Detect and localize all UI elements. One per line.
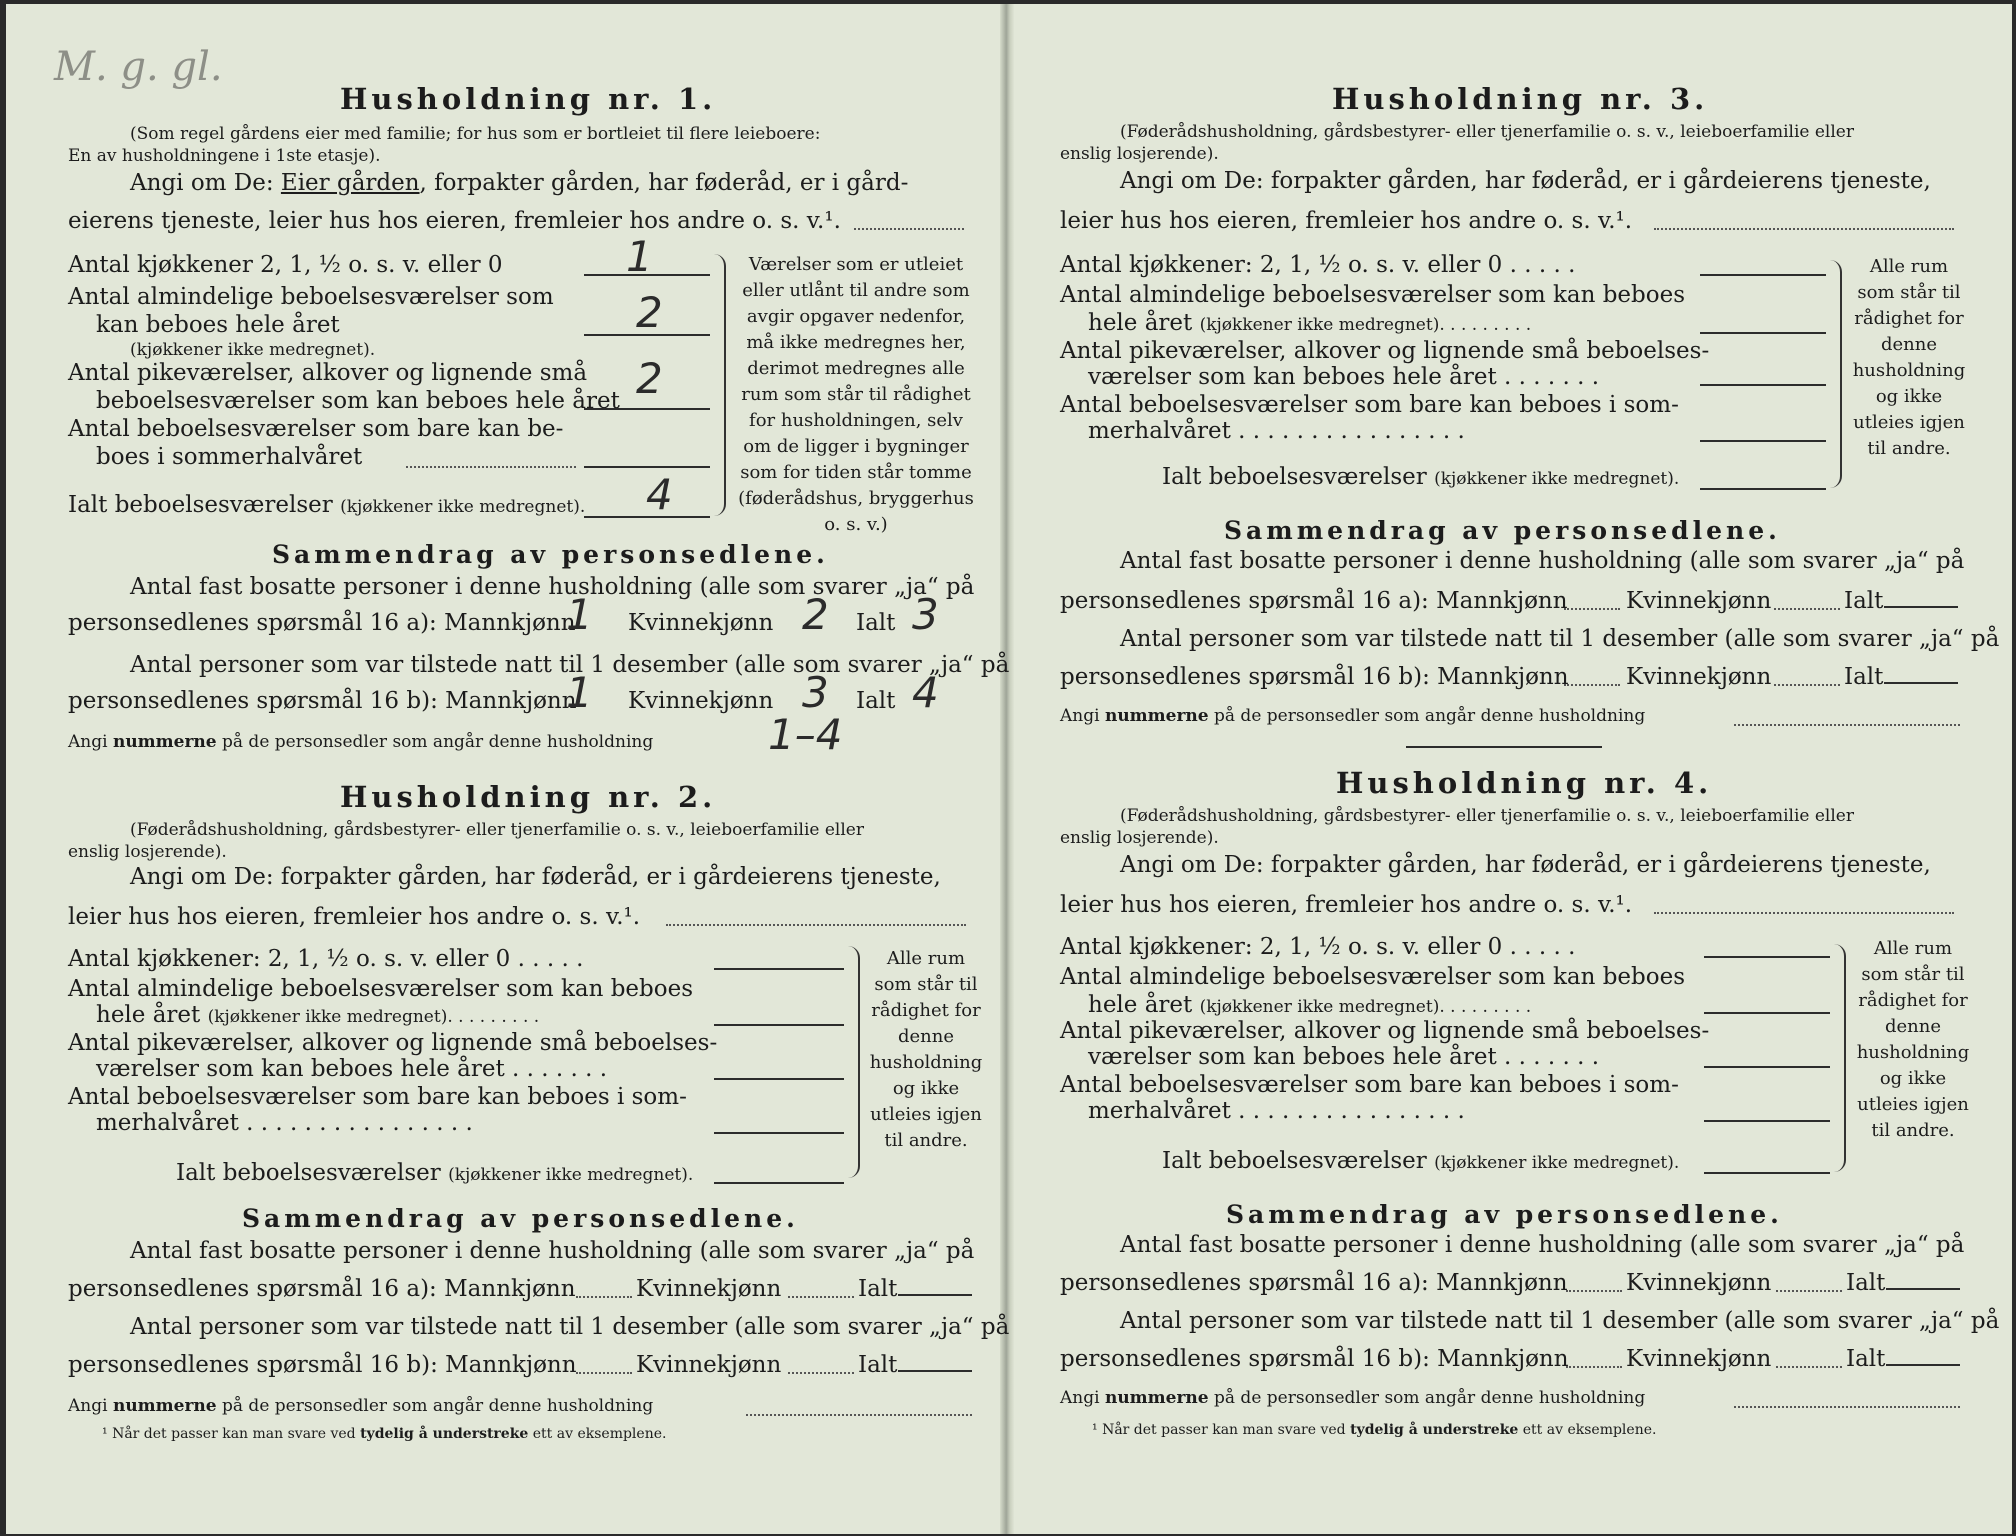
hh4-maid-line1: Antal pikeværelser, alkover og lignende små beboelses- — [1060, 1018, 1710, 1044]
hh4-rooms-note: (kjøkkener ikke medregnet). . . . . . . . . — [1199, 997, 1532, 1017]
hh1-fast-line1: Antal fast bosatte personer i denne husholdning (alle som svarer „ja“ på — [130, 574, 975, 600]
hh3-rooms-note: (kjøkkener ikke medregnet). . . . . . . . . — [1199, 315, 1532, 335]
hh1-intro-line1: (Som regel gårdens eier med familie; for hus som er bortleiet til flere leieboere: — [130, 124, 821, 144]
hh1-fast-men: 1 — [566, 590, 593, 639]
hh1-present-women-label: Kvinnekjønn — [628, 688, 774, 714]
hh2-present-line2: personsedlenes spørsmål 16 b): Mannkjønn — [68, 1352, 577, 1378]
hh3-summary-title: Sammendrag av personsedlene. — [1224, 516, 1781, 545]
hh3-fast-total-label: Ialt — [1844, 588, 1884, 614]
hh1-present-total: 4 — [912, 668, 939, 717]
hh4-numbers-line: Angi nummerne på de personsedler som angår denne husholdning — [1060, 1388, 1646, 1408]
hh2-fast-total-label: Ialt — [858, 1276, 898, 1302]
hh3-maid-line1: Antal pikeværelser, alkover og lignende små beboelses- — [1060, 338, 1710, 364]
hh4-fast-line1: Antal fast bosatte personer i denne husholdning (alle som svarer „ja“ på — [1120, 1232, 1965, 1258]
hh1-present-women: 3 — [802, 668, 829, 717]
hh4-fast-women-label: Kvinnekjønn — [1626, 1270, 1772, 1296]
hh1-ask-rest: , forpakter gården, har føderåd, er i gård- — [419, 170, 909, 196]
hh2-side-note: Alle rum som står til rådighet for denne husholdning og ikke utleies igjen til andre. — [869, 948, 983, 1151]
hh1-summary-title: Sammendrag av personsedlene. — [272, 540, 829, 569]
hh2-summer-line2: merhalvåret . . . . . . . . . . . . . . . . — [96, 1110, 473, 1136]
hh1-rooms-line2: kan beboes hele året — [96, 312, 340, 338]
hh3-present-line2: personsedlenes spørsmål 16 b): Mannkjønn — [1060, 664, 1569, 690]
hh2-present-line1: Antal personer som var tilstede natt til 1 desember (alle som svarer „ja“ på — [130, 1314, 1010, 1340]
hh1-intro-line2: En av husholdningene i 1ste etasje). — [68, 146, 381, 166]
hh3-rooms-line2: hele året — [1088, 310, 1200, 336]
hh4-present-line2: personsedlenes spørsmål 16 b): Mannkjønn — [1060, 1346, 1569, 1372]
hh2-fast-line2: personsedlenes spørsmål 16 a): Mannkjønn — [68, 1276, 576, 1302]
hh1-fast-total-label: Ialt — [856, 610, 896, 636]
hh2-rooms-line2: hele året — [96, 1002, 208, 1028]
hh2-rooms-line1: Antal almindelige beboelsesværelser som kan beboes — [68, 976, 694, 1002]
hh3-intro-line1: (Føderådshusholdning, gårdsbestyrer- eller tjenerfamilie o. s. v., leieboerfamilie eller — [1120, 122, 1854, 142]
census-sheet — [6, 4, 2012, 1534]
hh2-fast-women-label: Kvinnekjønn — [636, 1276, 782, 1302]
hh3-ask-line2: leier hus hos eieren, fremleier hos andre o. s. v.¹. — [1060, 208, 1633, 234]
hh4-title: Husholdning nr. 4. — [1336, 766, 1713, 800]
hh3-kitchens-label: Antal kjøkkener: 2, 1, ½ o. s. v. eller 0 . . . . . — [1060, 252, 1576, 278]
hh1-title: Husholdning nr. 1. — [340, 82, 717, 116]
right-page — [1014, 4, 2012, 1534]
hh3-present-women-label: Kvinnekjønn — [1626, 664, 1772, 690]
hh3-numbers-line: Angi nummerne på de personsedler som angår denne husholdning — [1060, 706, 1646, 726]
hh1-total-note: (kjøkkener ikke medregnet). — [340, 497, 586, 517]
hh1-ask-line1 — [130, 170, 908, 196]
hh4-ask-line1: Angi om De: forpakter gården, har føderåd, er i gårdeierens tjeneste, — [1120, 852, 1931, 878]
hh1-rooms-value: 2 — [636, 288, 663, 337]
hh3-ask-line1: Angi om De: forpakter gården, har føderåd, er i gårdeierens tjeneste, — [1120, 168, 1931, 194]
hh1-kitchens-value: 1 — [626, 232, 653, 281]
hh1-maid-value: 2 — [636, 354, 663, 403]
pencil-note: M. g. gl. — [54, 44, 223, 90]
hh4-fast-total-label: Ialt — [1846, 1270, 1886, 1296]
hh4-footnote: ¹ Når det passer kan man svare ved tydelig å understreke ett av eksemplene. — [1092, 1422, 1657, 1438]
hh2-total-label: Ialt beboelsesværelser — [176, 1160, 441, 1186]
hh1-numbers-value: 1–4 — [768, 710, 843, 759]
hh3-summer-line2: merhalvåret . . . . . . . . . . . . . . . . — [1088, 418, 1465, 444]
hh2-present-total-label: Ialt — [858, 1352, 898, 1378]
hh2-summer-line1: Antal beboelsesværelser som bare kan beboes i som- — [68, 1084, 687, 1110]
hh2-maid-line1: Antal pikeværelser, alkover og lignende små beboelses- — [68, 1030, 718, 1056]
hh4-ask-line2: leier hus hos eieren, fremleier hos andre o. s. v.¹. — [1060, 892, 1633, 918]
hh1-rooms-note: (kjøkkener ikke medregnet). — [130, 340, 376, 360]
hh1-ask-line2: eierens tjeneste, leier hus hos eieren, fremleier hos andre o. s. v.¹. — [68, 208, 841, 234]
hh1-total-text: Ialt beboelsesværelser — [68, 492, 333, 518]
hh3-summer-line1: Antal beboelsesværelser som bare kan beboes i som- — [1060, 392, 1679, 418]
hh2-kitchens-label: Antal kjøkkener: 2, 1, ½ o. s. v. eller 0 . . . . . — [68, 946, 584, 972]
hh2-maid-line2: værelser som kan beboes hele året . . . . . . . — [96, 1056, 608, 1082]
hh3-maid-line2: værelser som kan beboes hele året . . . . . . . — [1088, 364, 1600, 390]
hh3-fast-line2: personsedlenes spørsmål 16 a): Mannkjønn — [1060, 588, 1568, 614]
hh3-rooms-line1: Antal almindelige beboelsesværelser som kan beboes — [1060, 282, 1686, 308]
hh1-ask-prefix: Angi om De: — [130, 170, 281, 196]
hh3-intro-line2: enslig losjerende). — [1060, 144, 1219, 164]
hh1-numbers-line: Angi nummerne på de personsedler som angår denne husholdning — [68, 732, 654, 752]
hh4-intro-line2: enslig losjerende). — [1060, 828, 1219, 848]
hh3-fast-women-label: Kvinnekjønn — [1626, 588, 1772, 614]
hh1-side-note: Værelser som er utleiet eller utlånt til andre som avgir opgaver nedenfor, må ikke medregnes her, derimot medregnes alle rum som står til rådighet for husholdningen, selv om de ligger i bygninger som for tiden står tomme (føderådshus, bryggerhus o. s. v.) — [738, 254, 974, 535]
hh1-kitchens-label: Antal kjøkkener 2, 1, ½ o. s. v. eller 0 — [68, 252, 503, 278]
hh1-maid-line1: Antal pikeværelser, alkover og lignende små — [68, 360, 588, 386]
hh2-present-women-label: Kvinnekjønn — [636, 1352, 782, 1378]
hh1-total-label — [68, 492, 585, 518]
hh3-title: Husholdning nr. 3. — [1332, 82, 1709, 116]
hh1-fast-women-label: Kvinnekjønn — [628, 610, 774, 636]
hh2-ask-line1: Angi om De: forpakter gården, har føderåd, er i gårdeierens tjeneste, — [130, 864, 941, 890]
hh4-side-note: Alle rum som står til rådighet for denne husholdning og ikke utleies igjen til andre. — [1856, 938, 1970, 1141]
hh1-present-total-label: Ialt — [856, 688, 896, 714]
hh1-present-line1: Antal personer som var tilstede natt til 1 desember (alle som svarer „ja“ på — [130, 652, 1010, 678]
hh2-summary-title: Sammendrag av personsedlene. — [242, 1204, 799, 1233]
hh2-footnote: ¹ Når det passer kan man svare ved tydelig å understreke ett av eksemplene. — [102, 1426, 667, 1442]
hh4-rooms-line2: hele året — [1088, 992, 1200, 1018]
left-page — [6, 4, 1008, 1534]
hh4-present-line1: Antal personer som var tilstede natt til 1 desember (alle som svarer „ja“ på — [1120, 1308, 2000, 1334]
hh4-present-total-label: Ialt — [1846, 1346, 1886, 1372]
hh2-fast-line1: Antal fast bosatte personer i denne husholdning (alle som svarer „ja“ på — [130, 1238, 975, 1264]
hh2-intro-line2: enslig losjerende). — [68, 842, 227, 862]
hh1-fast-women: 2 — [802, 590, 829, 639]
hh4-total-label: Ialt beboelsesværelser — [1162, 1148, 1427, 1174]
hh3-side-note: Alle rum som står til rådighet for denne husholdning og ikke utleies igjen til andre. — [1852, 256, 1966, 459]
hh4-summer-line1: Antal beboelsesværelser som bare kan beboes i som- — [1060, 1072, 1679, 1098]
hh3-present-line1: Antal personer som var tilstede natt til 1 desember (alle som svarer „ja“ på — [1120, 626, 2000, 652]
hh4-intro-line1: (Føderådshusholdning, gårdsbestyrer- eller tjenerfamilie o. s. v., leieboerfamilie eller — [1120, 806, 1854, 826]
hh2-total-note: (kjøkkener ikke medregnet). — [448, 1165, 694, 1185]
hh1-summer-line1: Antal beboelsesværelser som bare kan be- — [68, 416, 564, 442]
section-divider — [1406, 746, 1602, 748]
hh2-intro-line1: (Føderådshusholdning, gårdsbestyrer- eller tjenerfamilie o. s. v., leieboerfamilie eller — [130, 820, 864, 840]
hh4-rooms-line1: Antal almindelige beboelsesværelser som kan beboes — [1060, 964, 1686, 990]
hh1-rooms-line1: Antal almindelige beboelsesværelser som — [68, 284, 554, 310]
hh1-maid-line2: beboelsesværelser som kan beboes hele året — [96, 388, 620, 414]
hh4-kitchens-label: Antal kjøkkener: 2, 1, ½ o. s. v. eller 0 . . . . . — [1060, 934, 1576, 960]
hh2-title: Husholdning nr. 2. — [340, 780, 717, 814]
hh1-ask-owner-option: Eier gården — [280, 170, 420, 196]
hh1-summer-line2: boes i sommerhalvåret — [96, 444, 363, 470]
hh1-total-value: 4 — [646, 470, 673, 519]
hh3-total-note: (kjøkkener ikke medregnet). — [1434, 469, 1680, 489]
hh3-total-label: Ialt beboelsesværelser — [1162, 464, 1427, 490]
hh2-ask-line2: leier hus hos eieren, fremleier hos andre o. s. v.¹. — [68, 904, 641, 930]
hh4-summer-line2: merhalvåret . . . . . . . . . . . . . . . . — [1088, 1098, 1465, 1124]
hh4-fast-line2: personsedlenes spørsmål 16 a): Mannkjønn — [1060, 1270, 1568, 1296]
hh4-summary-title: Sammendrag av personsedlene. — [1226, 1200, 1783, 1229]
hh2-rooms-note: (kjøkkener ikke medregnet). . . . . . . . . — [207, 1007, 540, 1027]
hh3-present-total-label: Ialt — [1844, 664, 1884, 690]
hh4-maid-line2: værelser som kan beboes hele året . . . . . . . — [1088, 1044, 1600, 1070]
hh4-total-note: (kjøkkener ikke medregnet). — [1434, 1153, 1680, 1173]
hh1-present-line2: personsedlenes spørsmål 16 b): Mannkjønn — [68, 688, 577, 714]
hh4-present-women-label: Kvinnekjønn — [1626, 1346, 1772, 1372]
hh1-present-men: 1 — [566, 668, 593, 717]
hh1-fast-total: 3 — [912, 590, 939, 639]
hh2-numbers-line: Angi nummerne på de personsedler som angår denne husholdning — [68, 1396, 654, 1416]
hh3-fast-line1: Antal fast bosatte personer i denne husholdning (alle som svarer „ja“ på — [1120, 548, 1965, 574]
hh1-fast-line2: personsedlenes spørsmål 16 a): Mannkjønn — [68, 610, 576, 636]
